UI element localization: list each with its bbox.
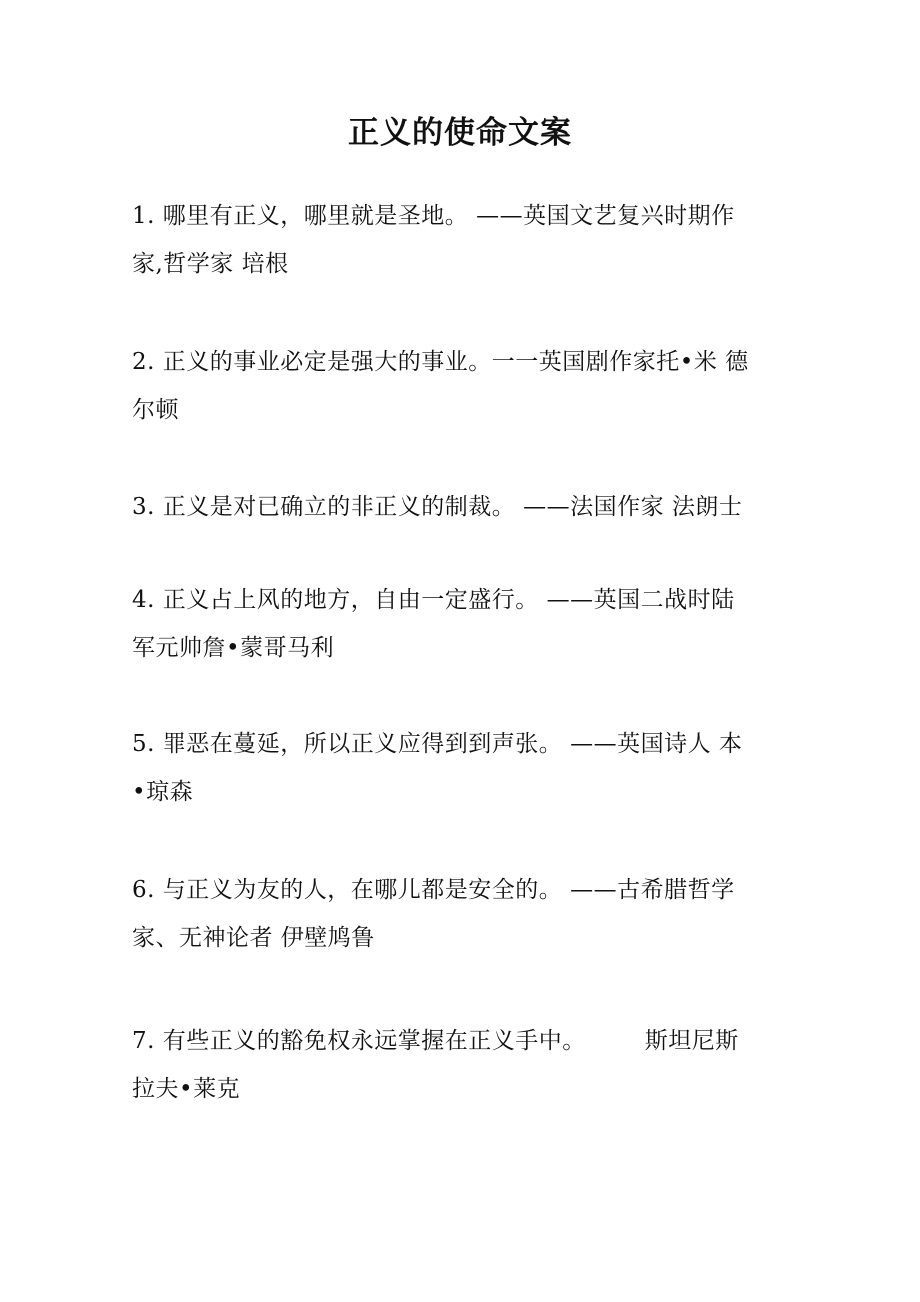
- quote-line: •琼森: [132, 779, 194, 805]
- quote-line: 4. 正义占上风的地方，自由一定盛行。 ——英国二战时陆: [132, 587, 735, 613]
- quote-item-2: [132, 338, 788, 434]
- quote-line: 1. 哪里有正义，哪里就是圣地。 ——英国文艺复兴时期作: [132, 203, 735, 229]
- quote-item-3: [132, 483, 788, 531]
- quote-line: 军元帅詹•蒙哥马利: [132, 635, 335, 661]
- quote-line: 7. 有些正义的豁免权永远掌握在正义手中。 斯坦尼斯: [132, 1028, 739, 1054]
- quote-line: 尔顿: [132, 397, 179, 423]
- quote-line: 拉夫•莱克: [132, 1076, 241, 1102]
- quote-item-5: [132, 720, 788, 816]
- quote-line: 家、无神论者 伊壁鸠鲁: [132, 925, 375, 951]
- quote-line: 3. 正义是对已确立的非正义的制裁。 ——法国作家 法朗士: [132, 494, 743, 520]
- document-title: 正义的使命文案: [348, 115, 572, 151]
- quote-line: 5. 罪恶在蔓延，所以正义应得到到声张。 ——英国诗人 本: [132, 731, 743, 757]
- quote-item-6: [132, 866, 788, 962]
- quote-item-1: [132, 192, 788, 288]
- quote-line: 家,哲学家 培根: [132, 251, 289, 277]
- quote-line: 2. 正义的事业必定是强大的事业。一一英国剧作家托•米 德: [132, 349, 749, 375]
- quote-item-4: [132, 576, 788, 672]
- quote-item-7: [132, 1017, 788, 1113]
- quote-line: 6. 与正义为友的人，在哪儿都是安全的。 ——古希腊哲学: [132, 877, 735, 903]
